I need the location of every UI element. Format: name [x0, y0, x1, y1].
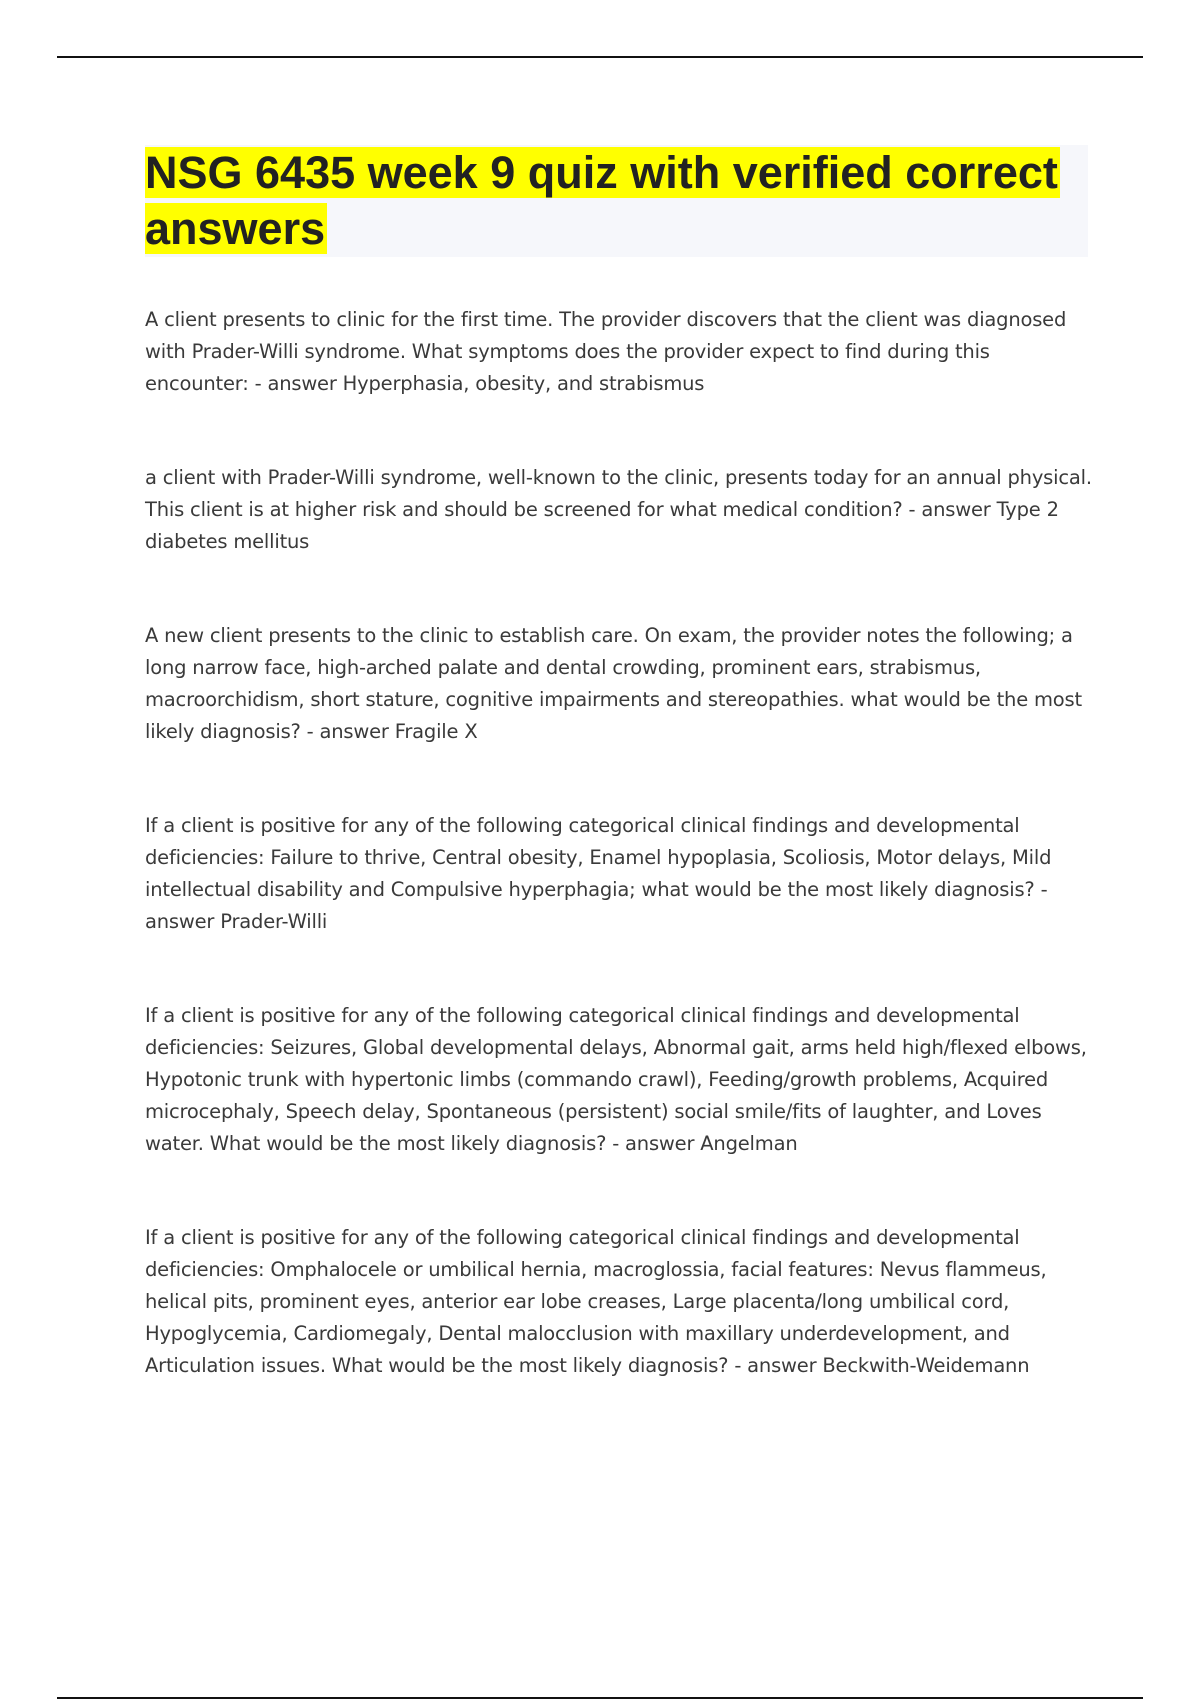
question-item: A client presents to clinic for the first time. The provider discovers that the client was diagnosed with Prader-Willi syndrome. What symptoms does the provider expect to find during this encounter: - answer Hyperphasia, obesity, and strabismus: [145, 308, 1067, 395]
title-block: [145, 145, 1088, 257]
question-item: If a client is positive for any of the following categorical clinical findings and developmental deficiencies: Omphalocele or umbilical hernia, macroglossia, facial features: Nevus flammeus, helical pits, prominent eyes, anterior ear lobe creases, Large placenta/long umbilical cord, Hypoglycemia, Cardiomegaly, Dental malocclusion with maxillary underdevelopment, and Articulation issues. What would be the most likely diagnosis? - answer Beckwith-Weidemann: [145, 1226, 1047, 1377]
question-item: If a client is positive for any of the following categorical clinical findings and developmental deficiencies: Seizures, Global developmental delays, Abnormal gait, arms held high/flexed elbows, Hypotonic trunk with hypertonic limbs (commando crawl), Feeding/growth problems, Acquired microcephaly, Speech delay, Spontaneous (persistent) social smile/fits of laughter, and Loves water. What would be the most likely diagnosis? - answer Angelman: [145, 1004, 1087, 1155]
question-item: A new client presents to the clinic to establish care. On exam, the provider notes the following; a long narrow face, high-arched palate and dental crowding, prominent ears, strabismus, macroorchidism, short stature, cognitive impairments and stereopathies. what would be the most likely diagnosis? - answer Fragile X: [145, 624, 1082, 743]
top-rule: [57, 56, 1143, 58]
question-item: a client with Prader-Willi syndrome, well-known to the clinic, presents today for an annual physical. This client is at higher risk and should be screened for what medical condition? - answer Type 2 diabetes mellitus: [145, 466, 1092, 553]
document-title-highlight: NSG 6435 week 9 quiz with verified correct answers: [145, 147, 1058, 254]
question-list: [145, 304, 1095, 1382]
question-item: If a client is positive for any of the following categorical clinical findings and developmental deficiencies: Failure to thrive, Central obesity, Enamel hypoplasia, Scoliosis, Motor delays, Mild intellectual disability and Compulsive hyperphagia; what would be the most likely diagnosis? - answer Prader-Willi: [145, 814, 1052, 933]
document-title: [145, 145, 1088, 257]
bottom-rule: [57, 1697, 1143, 1699]
